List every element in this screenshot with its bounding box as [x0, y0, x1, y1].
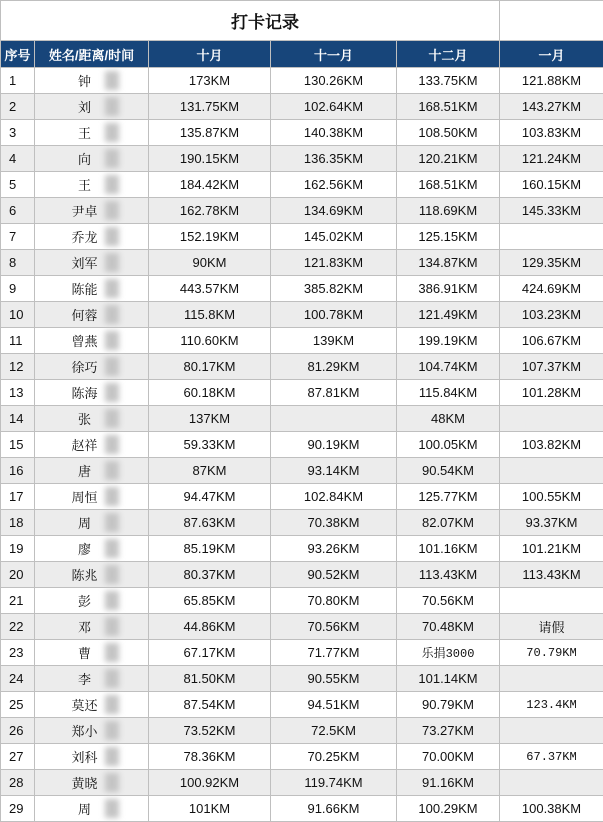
row-january: 145.33KM — [500, 198, 603, 224]
row-october: 67.17KM — [149, 640, 271, 666]
row-november: 93.26KM — [271, 536, 397, 562]
row-name — [35, 302, 149, 328]
row-november: 385.82KM — [271, 276, 397, 302]
row-november: 91.66KM — [271, 796, 397, 822]
table-row — [1, 94, 603, 120]
row-index: 16 — [1, 458, 35, 484]
row-january: 100.55KM — [500, 484, 603, 510]
name-redaction-blur — [105, 773, 119, 792]
row-name — [35, 640, 149, 666]
row-index: 18 — [1, 510, 35, 536]
row-name — [35, 146, 149, 172]
row-index: 8 — [1, 250, 35, 276]
row-december: 120.21KM — [397, 146, 500, 172]
person-name: 刘科 — [71, 747, 111, 766]
person-name: 郑小 — [71, 721, 111, 740]
name-redaction-blur — [105, 565, 119, 584]
table-row — [1, 380, 603, 406]
person-name: 陈能 — [71, 279, 111, 298]
row-october: 87.63KM — [149, 510, 271, 536]
person-name: 何蓉 — [71, 305, 111, 324]
title-row — [1, 1, 603, 41]
row-index: 13 — [1, 380, 35, 406]
person-name: 张 — [78, 409, 105, 428]
row-name — [35, 172, 149, 198]
row-november: 87.81KM — [271, 380, 397, 406]
row-index: 24 — [1, 666, 35, 692]
person-name: 陈兆 — [71, 565, 111, 584]
row-january: 93.37KM — [500, 510, 603, 536]
name-redaction-blur — [105, 305, 119, 324]
row-name — [35, 744, 149, 770]
name-redaction-blur — [105, 201, 119, 220]
person-name: 廖 — [78, 539, 105, 558]
row-name — [35, 796, 149, 822]
row-november: 94.51KM — [271, 692, 397, 718]
row-january: 67.37KM — [500, 744, 603, 770]
row-october: 65.85KM — [149, 588, 271, 614]
header-january: 一月 — [500, 41, 603, 68]
row-november: 140.38KM — [271, 120, 397, 146]
row-december: 125.77KM — [397, 484, 500, 510]
row-november: 162.56KM — [271, 172, 397, 198]
header-december: 十二月 — [397, 41, 500, 68]
name-redaction-blur — [105, 487, 119, 506]
row-index: 12 — [1, 354, 35, 380]
row-november: 93.14KM — [271, 458, 397, 484]
table-row — [1, 120, 603, 146]
row-january: 103.83KM — [500, 120, 603, 146]
name-redaction-blur — [105, 227, 119, 246]
person-name: 尹卓 — [71, 201, 111, 220]
person-name: 钟 — [78, 71, 105, 90]
row-october: 85.19KM — [149, 536, 271, 562]
row-november: 70.25KM — [271, 744, 397, 770]
row-october: 162.78KM — [149, 198, 271, 224]
table-row — [1, 718, 603, 744]
row-december: 70.48KM — [397, 614, 500, 640]
table-row — [1, 536, 603, 562]
row-name — [35, 224, 149, 250]
row-october: 184.42KM — [149, 172, 271, 198]
row-index: 2 — [1, 94, 35, 120]
table-row — [1, 406, 603, 432]
row-october: 59.33KM — [149, 432, 271, 458]
row-index: 17 — [1, 484, 35, 510]
row-november: 102.84KM — [271, 484, 397, 510]
row-december: 70.00KM — [397, 744, 500, 770]
table-row — [1, 770, 603, 796]
row-name — [35, 562, 149, 588]
person-name: 邓 — [78, 617, 105, 636]
name-redaction-blur — [105, 435, 119, 454]
row-index: 23 — [1, 640, 35, 666]
row-january — [500, 458, 603, 484]
row-index: 6 — [1, 198, 35, 224]
person-name: 赵祥 — [71, 435, 111, 454]
row-october: 87KM — [149, 458, 271, 484]
row-january: 103.23KM — [500, 302, 603, 328]
name-redaction-blur — [105, 539, 119, 558]
row-october: 190.15KM — [149, 146, 271, 172]
table-row — [1, 432, 603, 458]
row-name — [35, 666, 149, 692]
person-name: 周 — [78, 513, 105, 532]
row-index: 20 — [1, 562, 35, 588]
name-redaction-blur — [105, 461, 119, 480]
row-january: 123.4KM — [500, 692, 603, 718]
name-redaction-blur — [105, 97, 119, 116]
person-name: 刘军 — [71, 253, 111, 272]
row-october: 80.37KM — [149, 562, 271, 588]
person-name: 黄晓 — [71, 773, 111, 792]
row-december: 70.56KM — [397, 588, 500, 614]
table-row — [1, 224, 603, 250]
row-december: 134.87KM — [397, 250, 500, 276]
row-january — [500, 406, 603, 432]
table-row — [1, 562, 603, 588]
row-december: 91.16KM — [397, 770, 500, 796]
row-october: 110.60KM — [149, 328, 271, 354]
table-row — [1, 458, 603, 484]
row-january: 424.69KM — [500, 276, 603, 302]
name-redaction-blur — [105, 175, 119, 194]
table-row — [1, 692, 603, 718]
table-row — [1, 198, 603, 224]
row-december: 82.07KM — [397, 510, 500, 536]
table-row — [1, 614, 603, 640]
row-december: 168.51KM — [397, 172, 500, 198]
row-november: 90.19KM — [271, 432, 397, 458]
row-november: 70.56KM — [271, 614, 397, 640]
row-january: 113.43KM — [500, 562, 603, 588]
row-january: 请假 — [500, 614, 603, 640]
row-november: 130.26KM — [271, 68, 397, 94]
name-redaction-blur — [105, 383, 119, 402]
name-redaction-blur — [105, 695, 119, 714]
person-name: 徐巧 — [71, 357, 111, 376]
table-row — [1, 796, 603, 822]
row-november: 100.78KM — [271, 302, 397, 328]
table-title: 打卡记录 — [1, 1, 500, 41]
person-name: 向 — [78, 149, 105, 168]
person-name: 周 — [78, 799, 105, 818]
name-redaction-blur — [105, 799, 119, 818]
table-row — [1, 146, 603, 172]
name-redaction-blur — [105, 71, 119, 90]
row-october: 60.18KM — [149, 380, 271, 406]
name-redaction-blur — [105, 643, 119, 662]
row-october: 100.92KM — [149, 770, 271, 796]
table-row — [1, 510, 603, 536]
row-name — [35, 406, 149, 432]
row-index: 3 — [1, 120, 35, 146]
row-december: 168.51KM — [397, 94, 500, 120]
row-october: 80.17KM — [149, 354, 271, 380]
row-index: 22 — [1, 614, 35, 640]
row-november — [271, 406, 397, 432]
row-january: 121.88KM — [500, 68, 603, 94]
name-redaction-blur — [105, 149, 119, 168]
row-name — [35, 328, 149, 354]
row-december: 73.27KM — [397, 718, 500, 744]
row-october: 131.75KM — [149, 94, 271, 120]
row-october: 87.54KM — [149, 692, 271, 718]
row-january: 121.24KM — [500, 146, 603, 172]
table-row — [1, 328, 603, 354]
table-row — [1, 354, 603, 380]
row-december: 乐捐3000 — [397, 640, 500, 666]
person-name: 刘 — [78, 97, 105, 116]
row-october: 44.86KM — [149, 614, 271, 640]
row-december: 100.29KM — [397, 796, 500, 822]
row-october: 443.57KM — [149, 276, 271, 302]
name-redaction-blur — [105, 591, 119, 610]
table-row — [1, 744, 603, 770]
row-january: 101.28KM — [500, 380, 603, 406]
row-december: 90.54KM — [397, 458, 500, 484]
row-november: 145.02KM — [271, 224, 397, 250]
row-december: 100.05KM — [397, 432, 500, 458]
row-december: 90.79KM — [397, 692, 500, 718]
name-redaction-blur — [105, 513, 119, 532]
header-october: 十月 — [149, 41, 271, 68]
row-name — [35, 692, 149, 718]
person-name: 王 — [78, 175, 105, 194]
row-january — [500, 718, 603, 744]
person-name: 王 — [78, 123, 105, 142]
name-redaction-blur — [105, 331, 119, 350]
row-october: 135.87KM — [149, 120, 271, 146]
header-name: 姓名/距离/时间 — [35, 41, 149, 68]
row-january — [500, 224, 603, 250]
row-december: 118.69KM — [397, 198, 500, 224]
row-november: 70.80KM — [271, 588, 397, 614]
row-index: 14 — [1, 406, 35, 432]
row-november: 71.77KM — [271, 640, 397, 666]
row-december: 386.91KM — [397, 276, 500, 302]
row-name — [35, 68, 149, 94]
row-december: 108.50KM — [397, 120, 500, 146]
row-november: 139KM — [271, 328, 397, 354]
row-october: 78.36KM — [149, 744, 271, 770]
name-redaction-blur — [105, 409, 119, 428]
name-redaction-blur — [105, 279, 119, 298]
table-row — [1, 172, 603, 198]
row-october: 101KM — [149, 796, 271, 822]
row-name — [35, 510, 149, 536]
table-row — [1, 588, 603, 614]
row-january: 103.82KM — [500, 432, 603, 458]
row-index: 28 — [1, 770, 35, 796]
person-name: 曾燕 — [71, 331, 111, 350]
row-index: 1 — [1, 68, 35, 94]
row-index: 15 — [1, 432, 35, 458]
person-name: 乔龙 — [71, 227, 111, 246]
row-january: 160.15KM — [500, 172, 603, 198]
row-december: 121.49KM — [397, 302, 500, 328]
row-index: 21 — [1, 588, 35, 614]
row-october: 81.50KM — [149, 666, 271, 692]
row-name — [35, 276, 149, 302]
table-row — [1, 276, 603, 302]
row-october: 173KM — [149, 68, 271, 94]
header-index: 序号 — [1, 41, 35, 68]
row-december: 199.19KM — [397, 328, 500, 354]
person-name: 曹 — [78, 643, 105, 662]
row-november: 81.29KM — [271, 354, 397, 380]
row-october: 90KM — [149, 250, 271, 276]
row-october: 73.52KM — [149, 718, 271, 744]
name-redaction-blur — [105, 253, 119, 272]
row-december: 115.84KM — [397, 380, 500, 406]
person-name: 唐 — [78, 461, 105, 480]
row-october: 152.19KM — [149, 224, 271, 250]
row-january — [500, 770, 603, 796]
row-december: 125.15KM — [397, 224, 500, 250]
row-index: 26 — [1, 718, 35, 744]
row-name — [35, 718, 149, 744]
row-december: 101.16KM — [397, 536, 500, 562]
row-index: 10 — [1, 302, 35, 328]
row-january — [500, 588, 603, 614]
person-name: 莫还 — [71, 695, 111, 714]
row-index: 5 — [1, 172, 35, 198]
name-redaction-blur — [105, 721, 119, 740]
row-january — [500, 666, 603, 692]
row-january: 107.37KM — [500, 354, 603, 380]
row-january: 129.35KM — [500, 250, 603, 276]
row-name — [35, 380, 149, 406]
row-december: 48KM — [397, 406, 500, 432]
row-name — [35, 250, 149, 276]
row-january: 100.38KM — [500, 796, 603, 822]
row-november: 72.5KM — [271, 718, 397, 744]
row-index: 19 — [1, 536, 35, 562]
row-name — [35, 614, 149, 640]
header-november: 十一月 — [271, 41, 397, 68]
person-name: 彭 — [78, 591, 105, 610]
row-november: 70.38KM — [271, 510, 397, 536]
row-name — [35, 770, 149, 796]
table-row — [1, 484, 603, 510]
row-name — [35, 458, 149, 484]
row-index: 27 — [1, 744, 35, 770]
table-row — [1, 302, 603, 328]
row-index: 29 — [1, 796, 35, 822]
row-name — [35, 588, 149, 614]
row-november: 102.64KM — [271, 94, 397, 120]
header-row — [1, 41, 603, 68]
row-name — [35, 94, 149, 120]
row-name — [35, 432, 149, 458]
row-november: 121.83KM — [271, 250, 397, 276]
row-index: 4 — [1, 146, 35, 172]
name-redaction-blur — [105, 747, 119, 766]
name-redaction-blur — [105, 669, 119, 688]
row-december: 133.75KM — [397, 68, 500, 94]
row-name — [35, 354, 149, 380]
row-name — [35, 536, 149, 562]
row-december: 113.43KM — [397, 562, 500, 588]
row-october: 115.8KM — [149, 302, 271, 328]
table-row — [1, 640, 603, 666]
row-january: 70.79KM — [500, 640, 603, 666]
title-blank-cell — [500, 1, 603, 41]
name-redaction-blur — [105, 617, 119, 636]
row-december: 104.74KM — [397, 354, 500, 380]
row-name — [35, 198, 149, 224]
name-redaction-blur — [105, 123, 119, 142]
row-december: 101.14KM — [397, 666, 500, 692]
person-name: 周恒 — [71, 487, 111, 506]
row-name — [35, 120, 149, 146]
table-row — [1, 250, 603, 276]
row-october: 137KM — [149, 406, 271, 432]
row-november: 119.74KM — [271, 770, 397, 796]
row-november: 90.52KM — [271, 562, 397, 588]
person-name: 李 — [78, 669, 105, 688]
row-index: 25 — [1, 692, 35, 718]
row-november: 90.55KM — [271, 666, 397, 692]
person-name: 陈海 — [71, 383, 111, 402]
row-index: 11 — [1, 328, 35, 354]
table-row — [1, 666, 603, 692]
row-january: 101.21KM — [500, 536, 603, 562]
row-january: 143.27KM — [500, 94, 603, 120]
row-january: 106.67KM — [500, 328, 603, 354]
row-november: 136.35KM — [271, 146, 397, 172]
row-index: 7 — [1, 224, 35, 250]
row-name — [35, 484, 149, 510]
row-october: 94.47KM — [149, 484, 271, 510]
row-index: 9 — [1, 276, 35, 302]
row-november: 134.69KM — [271, 198, 397, 224]
table-row — [1, 68, 603, 94]
name-redaction-blur — [105, 357, 119, 376]
